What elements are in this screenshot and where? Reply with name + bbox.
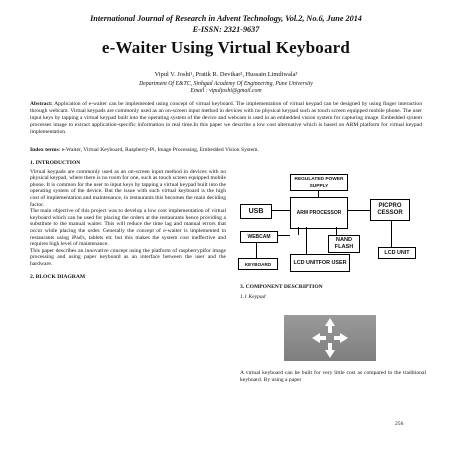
arrow-keys-icon xyxy=(284,315,376,361)
lcd-unit-box: LCD UNIT xyxy=(378,247,416,259)
arrow-webcam-keyboard xyxy=(256,242,257,258)
journal-issn: E-ISSN: 2321-9637 xyxy=(192,25,260,34)
arrow-arm-lcd-user xyxy=(306,227,307,254)
abstract xyxy=(30,101,422,136)
index-terms-text: : e-Waiter, Virtual Keyboard, Raspberry-Pi, Image Processing, Embedded Vision System. xyxy=(58,147,259,153)
block-diagram xyxy=(236,174,426,272)
keyboard-box: KEYBOARD xyxy=(238,258,278,270)
journal-header: International Journal of Research in Advent Technology, Vol.2, No.6, June 2014 xyxy=(90,14,362,23)
abstract-label: Abstract: xyxy=(30,101,53,107)
affiliation xyxy=(0,81,452,95)
index-terms xyxy=(30,147,422,154)
arrow-usb-arm xyxy=(271,210,290,211)
intro-paragraph-1: Virtual keypads are commonly used as an on-screen input method in devices with no physical keypad, where there is no room for one, such as touch screen equipped mobile phone. It is common for the user to input keys by tapping a virtual keypad built into the operating system of the device. But the issue with such virtual keyboard is the high cost of implementation and maintenance, in restaurants this becomes the main deciding factor. xyxy=(30,168,226,208)
arrow-arm-pic xyxy=(347,210,370,211)
arm-processor-box: ARM PROCESSOR xyxy=(290,197,348,229)
intro-paragraph-3: This paper describes an innovative concept using the platform of raspberrypifor image processing and using paper keyboard as an interface between the user and the hardware. xyxy=(30,247,226,267)
intro-paragraph-2: The main objective of this project was to develop a low cost implementation of virtual keyboard which can be used for placing the orders at the restaurants hence providing a substitute to the manual waiter. This will reduce the time lag and manual errors that occur while placing the order. Generally the concept of e-waiter is implemented in restaurants using iPad's, tablets etc but this makes the system cost ineffective and requires high level of maintenance. xyxy=(30,208,226,248)
pic-processor-box: PICPRO CESSOR xyxy=(370,199,410,221)
arrow-rps-arm xyxy=(318,190,319,197)
affiliation-dept: Department Of E&TC, Sinhgad Academy Of Engineering, Pune University xyxy=(139,81,313,87)
intro-heading: 1. INTRODUCTION xyxy=(30,160,81,166)
regulated-power-supply-box: REGULATED POWER SUPPLY xyxy=(290,174,348,191)
left-column xyxy=(30,160,226,282)
index-terms-label: Index terms xyxy=(30,147,59,153)
lcd-unit-user-box: LCD UNITFOR USER xyxy=(290,254,350,272)
arrow-webcam-arm xyxy=(277,235,290,236)
authors: Vipul V. Joshi¹, Pratik R. Devikar², Hussain Limdiwala³ xyxy=(154,71,298,78)
abstract-text: Application of e-waiter can be implemented using concept of virtual keyboard. The implementation of virtual keypad can be designed by using finger interaction through webcam. Virtual keypads are commonly used as an on-screen input method in devices with no physical keypad such as touch screen equipped mobile phone. The user input keys by tapping a virtual keypad built into the operating system of the device and webcam is used in an embedded vision system for capturing image. Embedded system processes image to extract application-specific information in real time.In this paper we describe a low cost alternative which is based on ARM platform for virtual keypad implementation. xyxy=(30,101,422,135)
component-section xyxy=(240,284,426,300)
webcam-box: WEBCAM xyxy=(240,231,278,243)
paper-title: e-Waiter Using Virtual Keyboard xyxy=(101,38,351,57)
component-heading: 3. COMPONENT DESCRIPTION xyxy=(240,284,323,290)
arrow-arm-webcam-link xyxy=(298,227,299,235)
affiliation-email: Email : vipuljoshi@gmail.com xyxy=(190,88,262,94)
page-number: 256 xyxy=(395,421,404,427)
block-diagram-heading: 2. BLOCK DIAGRAM xyxy=(30,273,86,280)
nand-flash-box: NAND FLASH xyxy=(328,235,360,253)
keypad-image xyxy=(284,315,376,361)
keypad-subheading: 1.1 Keypad xyxy=(240,293,266,300)
component-text: A virtual keyboard can be built for very little cost as compared to the traditional keyboard. By using a paper xyxy=(240,370,426,383)
usb-box: USB xyxy=(240,204,272,219)
arrow-arm-nand xyxy=(336,227,337,235)
arrow-pic-lcd xyxy=(391,220,392,247)
